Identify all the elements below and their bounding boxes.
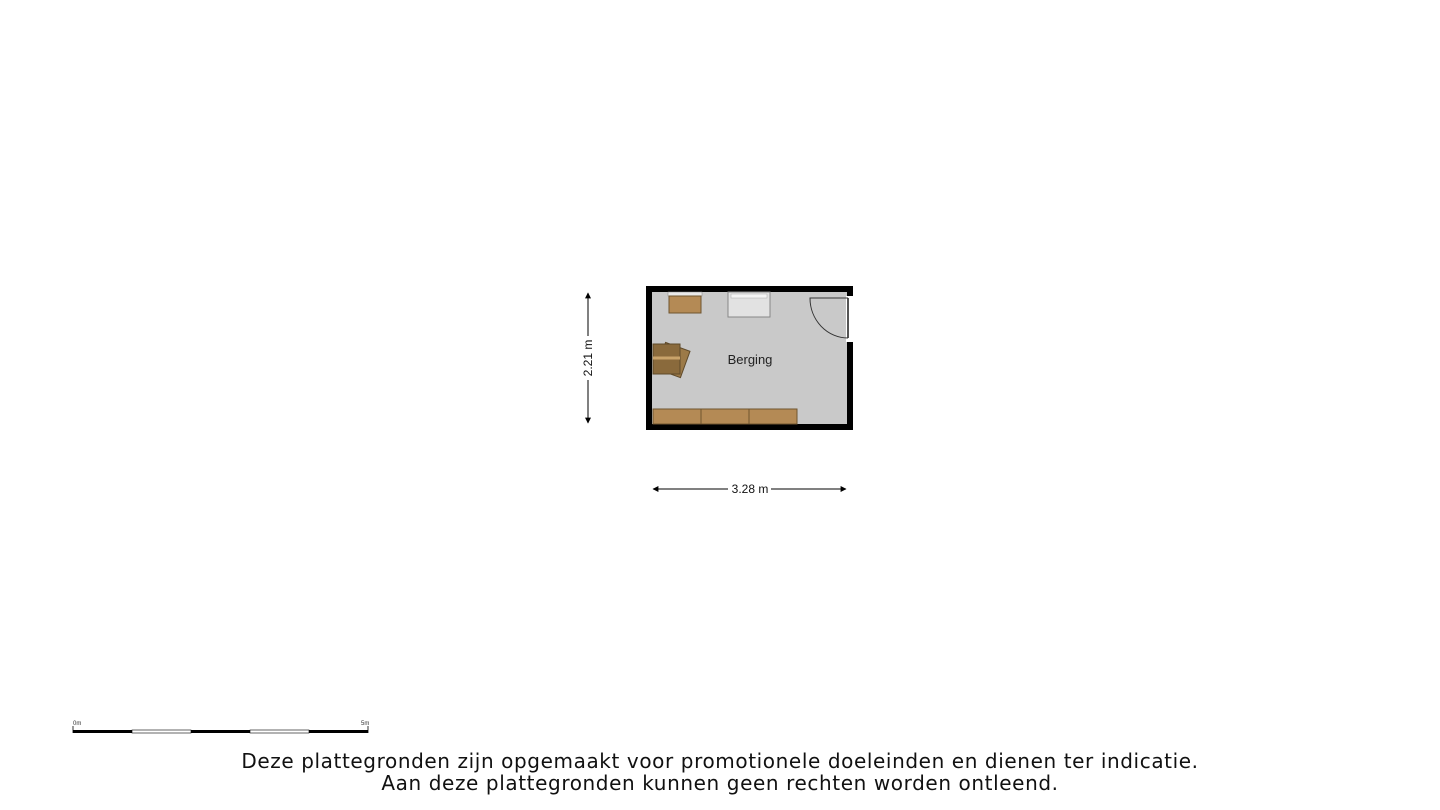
room-label: Berging: [727, 352, 773, 367]
disclaimer-line-1: Deze plattegronden zijn opgemaakt voor promotionele doeleinden en dienen ter indicatie.: [241, 749, 1199, 773]
bottom-shelving: [653, 409, 797, 424]
width-dimension-label: 3.28 m: [731, 482, 769, 496]
scale-segment: [250, 730, 309, 733]
height-dimension-label: 2.21 m: [581, 339, 595, 377]
cabinet-box: [669, 296, 701, 313]
scale-segment: [191, 730, 250, 733]
scale-bar: [73, 721, 369, 733]
appliance-panel: [731, 294, 767, 298]
height-dimension: [581, 293, 595, 423]
scale-start-label: 0m: [73, 721, 82, 727]
appliance: [728, 292, 770, 317]
scale-segment: [73, 730, 132, 733]
small-cabinet: [668, 292, 702, 313]
scale-end-label: 5m: [361, 721, 370, 727]
disclaimer-line-2: Aan deze plattegronden kunnen geen rechten worden ontleend.: [381, 771, 1059, 795]
scale-segment: [309, 730, 368, 733]
width-dimension: [653, 482, 846, 496]
shelf-unit: [653, 409, 797, 424]
cabinet-top: [668, 292, 702, 296]
scale-segment: [132, 730, 191, 733]
